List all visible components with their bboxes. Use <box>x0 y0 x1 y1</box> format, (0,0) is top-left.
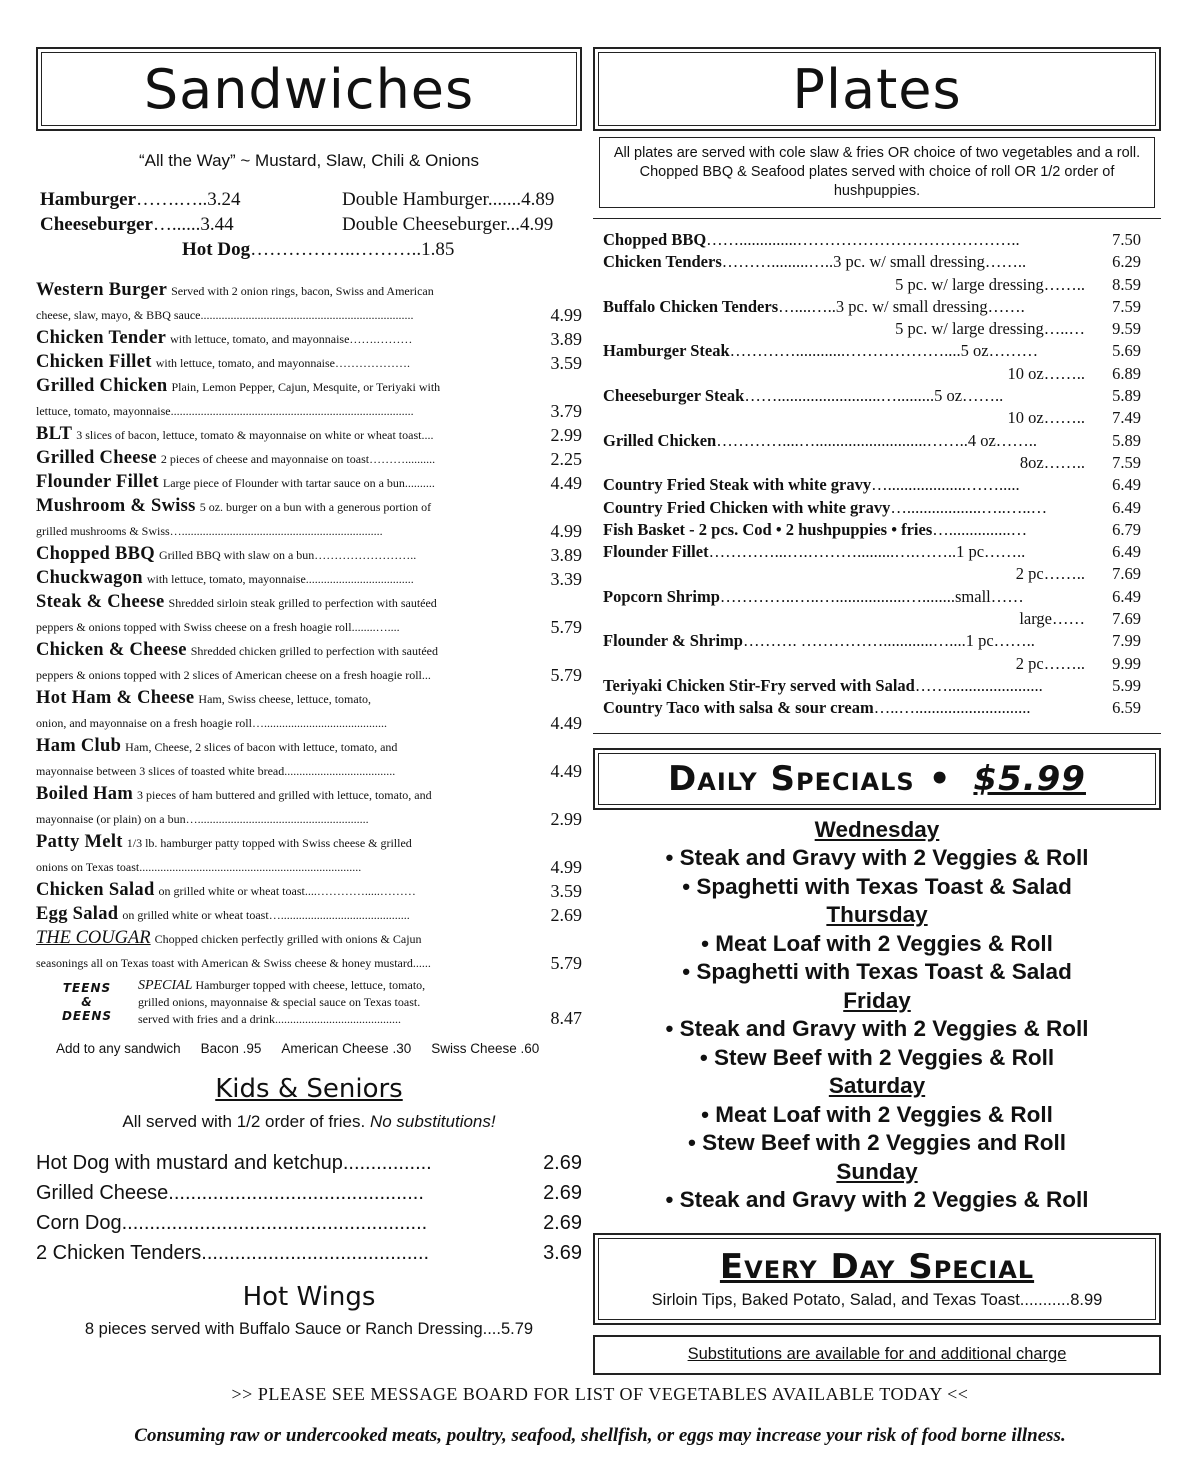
day-name: Saturday <box>828 1073 926 1099</box>
kids-note: All served with 1/2 order of fries. No substitutions! <box>122 1112 496 1131</box>
plate-item: Chopped BBQ……..............………………………………….. 7.50 <box>603 230 1141 249</box>
day-special-item: • Steak and Gravy with 2 Veggies & Roll <box>665 1187 1089 1213</box>
sandwich-item: Chicken & Cheese Shredded chicken grilled to perfection with sautéed peppers & onions topped with 2 slices of American cheese on a fresh hoagie roll... 5.79 <box>36 640 582 685</box>
basic-item: Cheeseburger…......3.44 <box>40 214 234 235</box>
basic-item: Double Hamburger.......4.89 <box>342 189 555 210</box>
kids-title: Kids & Seniors <box>215 1074 403 1104</box>
sandwich-item: Grilled Cheese 2 pieces of cheese and mayonnaise on toast……….......... 2.25 <box>36 448 582 469</box>
sandwich-item: Ham Club Ham, Cheese, 2 slices of bacon with lettuce, tomato, and mayonnaise between 3 slices of toasted white bread..................................... 4.49 <box>36 736 582 781</box>
day-special-item: • Stew Beef with 2 Veggies and Roll <box>688 1130 1066 1156</box>
plate-item: 5 pc. w/ large dressing…..… 9.59 <box>895 319 1141 339</box>
sandwich-item: Chicken Salad on grilled white or wheat toast....………….....……… 3.59 <box>36 880 582 901</box>
plate-item: Chicken Tenders……….........…..3 pc. w/ small dressing…….. 6.29 <box>603 252 1141 272</box>
plates-note: All plates are served with cole slaw & fries OR choice of two vegetables and a roll. Chopped BBQ & Seafood plates served with choice of roll OR 1/2 order of hushpuppies. <box>599 137 1155 208</box>
sandwich-item: Chopped BBQ Grilled BBQ with slaw on a bun…………………….. 3.89 <box>36 544 582 565</box>
sandwich-item: Chicken Fillet with lettuce, tomato, and mayonnaise………………. 3.59 <box>36 352 582 373</box>
daily-specials-title: Daily Specials <box>668 758 915 799</box>
plate-item: 10 oz…….. 7.49 <box>1007 408 1141 428</box>
sandwiches-title-box <box>36 47 582 131</box>
day-special-item: • Meat Loaf with 2 Veggies & Roll <box>701 1101 1053 1127</box>
daily-specials-list <box>593 816 1161 1215</box>
sandwich-item: Chicken Tender with lettuce, tomato, and mayonnaise…….……… 3.89 <box>36 328 582 349</box>
plate-item: Popcorn Shrimp…………..…..….................…........small…… 6.49 <box>603 586 1141 606</box>
sandwich-item: Hot Ham & Cheese Ham, Swiss cheese, lettuce, tomato, onion, and mayonnaise on a fresh hoagie roll…......................................... 4.49 <box>36 688 582 733</box>
teens-deens-item: TEENS & DEENS SPECIAL Hamburger topped with cheese, lettuce, tomato, grilled onions, mayonnaise & special sauce on Texas toast. served with fries and a drink.......................................... 8.47 <box>36 977 582 1029</box>
kids-item: Hot Dog with mustard and ketchup................ 2.69 <box>36 1152 582 1174</box>
plate-item: Hamburger Steak…………............………………....5 oz……… 5.69 <box>603 341 1141 361</box>
day-name: Friday <box>843 987 911 1013</box>
plate-item: Cheeseburger Steak…….........................….........5 oz…….. 5.89 <box>603 386 1141 406</box>
sandwich-item: Egg Salad on grilled white or wheat toast…........................................... 2.69 <box>36 904 582 925</box>
plate-item: Fish Basket - 2 pcs. Cod • 2 hushpuppies • fries…...............… 6.79 <box>603 519 1141 539</box>
plates-title: Plates <box>792 57 962 121</box>
sandwich-item: Grilled Chicken Plain, Lemon Pepper, Cajun, Mesquite, or Teriyaki with lettuce, tomato, mayonnaise................................................................................. 3.79 <box>36 376 582 421</box>
vegetables-note: >> PLEASE SEE MESSAGE BOARD FOR LIST OF VEGETABLES AVAILABLE TODAY << <box>231 1384 969 1404</box>
hot-wings-title: Hot Wings <box>242 1282 376 1312</box>
kids-item: Corn Dog....................................................... 2.69 <box>36 1212 582 1234</box>
kids-item: Grilled Cheese.............................................. 2.69 <box>36 1182 582 1204</box>
basic-item: Hamburger…….…..3.24 <box>40 189 241 210</box>
day-special-item: • Stew Beef with 2 Veggies & Roll <box>699 1044 1055 1070</box>
plate-item: large…… 7.69 <box>1019 609 1141 629</box>
day-special-item: • Spaghetti with Texas Toast & Salad <box>682 873 1072 899</box>
sandwich-item: Boiled Ham 3 pieces of ham buttered and grilled with lettuce, tomato, and mayonnaise (or plain) on a bun…......................................................... 2.99 <box>36 784 582 829</box>
sandwich-item: Chuckwagon with lettuce, tomato, mayonnaise.................................... 3.39 <box>36 568 582 589</box>
daily-specials-price: $5.99 <box>973 758 1086 799</box>
basic-item: Double Cheeseburger...4.99 <box>342 214 554 235</box>
plate-item: Grilled Chicken…………....…...........................……..4 oz…….. 5.89 <box>603 430 1141 450</box>
plate-item: Country Fried Chicken with white gravy…..................…..…..… 6.49 <box>603 497 1141 517</box>
plate-item: 2 pc…….. 7.69 <box>1015 564 1141 584</box>
plate-item: Country Fried Steak with white gravy…...................……..... 6.49 <box>603 475 1141 495</box>
kids-item: 2 Chicken Tenders......................................... 3.69 <box>36 1242 582 1264</box>
plate-item: Flounder Fillet…………...….……….........….……..1 pc…….. 6.49 <box>603 542 1141 562</box>
day-special-item: • Meat Loaf with 2 Veggies & Roll <box>701 930 1053 956</box>
sandwich-item: Steak & Cheese Shredded sirloin steak grilled to perfection with sautéed peppers & onions topped with Swiss cheese on a fresh hoagie roll........….... 5.79 <box>36 592 582 637</box>
hot-wings-note: 8 pieces served with Buffalo Sauce or Ranch Dressing....5.79 <box>84 1320 534 1338</box>
basic-burgers <box>36 189 582 271</box>
day-special-item: • Steak and Gravy with 2 Veggies & Roll <box>665 845 1089 871</box>
food-warning: Consuming raw or undercooked meats, poultry, seafood, shellfish, or eggs may increase your risk of food borne illness. <box>134 1425 1066 1446</box>
plate-item: Buffalo Chicken Tenders…....…..3 pc. w/ small dressing……. 7.59 <box>603 296 1141 316</box>
plates-list <box>593 218 1161 720</box>
sandwiches-column <box>36 47 582 1339</box>
plate-item: 5 pc. w/ large dressing…….. 8.59 <box>895 274 1141 294</box>
day-special-item: • Spaghetti with Texas Toast & Salad <box>682 959 1072 985</box>
day-name: Wednesday <box>814 816 940 842</box>
kids-list <box>36 1148 582 1268</box>
sandwich-list <box>36 279 582 927</box>
plates-column <box>593 47 1161 1375</box>
every-day-special-title: Every Day Special <box>719 1246 1035 1287</box>
teens-deens-logo: TEENS & DEENS <box>61 981 113 1023</box>
plate-item: Teriyaki Chicken Stir-Fry served with Salad……....................... 5.99 <box>603 675 1141 695</box>
every-day-special-box <box>593 1233 1161 1325</box>
daily-specials-box: Daily Specials • $5.99 <box>593 748 1161 810</box>
substitutions-note: Substitutions are available for and additional charge <box>593 1335 1161 1375</box>
sandwich-item: Patty Melt 1/3 lb. hamburger patty topped with Swiss cheese & grilled onions on Texas toast.......................................................................... 4.99 <box>36 832 582 877</box>
day-name: Sunday <box>836 1158 918 1184</box>
plate-item: 2 pc…….. 9.99 <box>1015 653 1141 673</box>
sandwich-item: Flounder Fillet Large piece of Flounder with tartar sauce on a bun.......... 4.49 <box>36 472 582 493</box>
all-the-way-note: “All the Way” ~ Mustard, Slaw, Chili & Onions <box>139 151 479 170</box>
plate-item: Flounder & Shrimp………. ……………............…....1 pc…….. 7.99 <box>603 631 1141 651</box>
plates-title-box <box>593 47 1161 131</box>
basic-item: Hot Dog……………..………..1.85 <box>182 239 455 260</box>
day-name: Thursday <box>826 902 928 928</box>
cougar-item: THE COUGAR Chopped chicken perfectly grilled with onions & Cajun seasonings all on Texas toast with American & Swiss cheese & honey mustard...... 5.79 <box>36 928 582 973</box>
day-special-item: • Steak and Gravy with 2 Veggies & Roll <box>665 1016 1089 1042</box>
plate-item: 10 oz…….. 6.89 <box>1007 363 1141 383</box>
every-day-special-desc: Sirloin Tips, Baked Potato, Salad, and Texas Toast...........8.99 <box>651 1290 1103 1309</box>
sandwich-item: Mushroom & Swiss 5 oz. burger on a bun with a generous portion of grilled mushrooms & Swiss…................................................................... 4.99 <box>36 496 582 541</box>
addons: Add to any sandwich Bacon .95 American Cheese .30 Swiss Cheese .60 <box>56 1041 540 1056</box>
sandwich-item: Western Burger Served with 2 onion rings, bacon, Swiss and American cheese, slaw, mayo, & BBQ sauce....................................................................... 4.99 <box>36 280 582 325</box>
plate-item: Country Taco with salsa & sour cream…..…............................ 6.59 <box>603 698 1141 718</box>
sandwich-item: BLT 3 slices of bacon, lettuce, tomato & mayonnaise on white or wheat toast.... 2.99 <box>36 424 582 445</box>
plate-item: 8oz…….. 7.59 <box>1019 452 1141 472</box>
sandwiches-title: Sandwiches <box>143 57 475 121</box>
